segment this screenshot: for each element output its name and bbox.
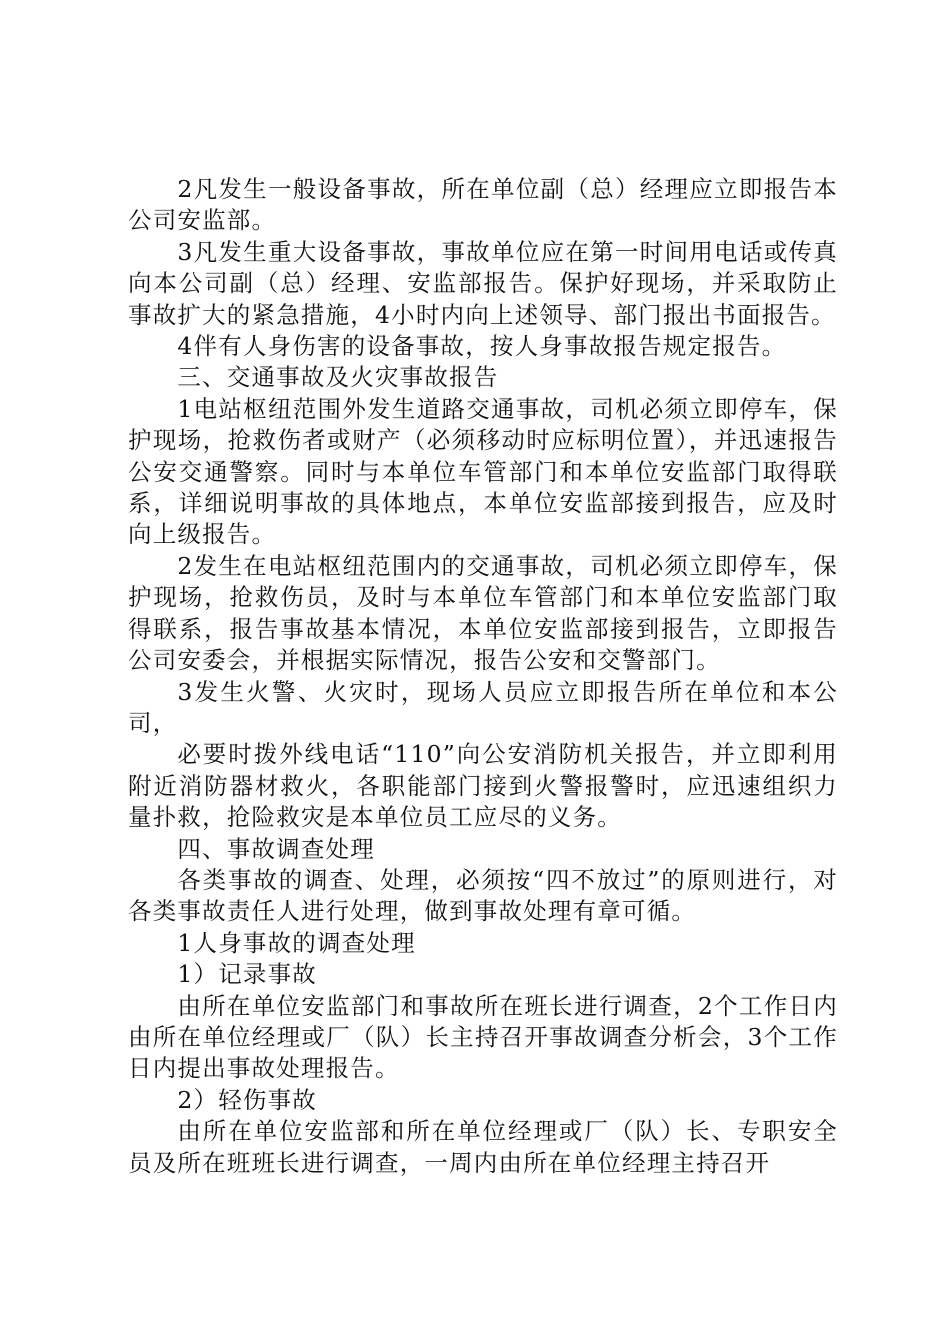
paragraph-fire-report: 3发生火警、火灾时，现场人员应立即报告所在单位和本公司， (128, 677, 838, 737)
paragraph-equipment-accident-major: 3凡发生重大设备事故，事故单位应在第一时间用电话或传真向本公司副（总）经理、安监部报告。保护好现场，并采取防止事故扩大的紧急措施，4小时内向上述领导、部门报出书面报告。 (128, 237, 838, 329)
paragraph-fire-110: 必要时拨外线电话“110”向公安消防机关报告，并立即利用附近消防器材救火，各职能部门接到火警报警时，应迅速组织力量扑救，抢险救灾是本单位员工应尽的义务。 (128, 740, 838, 832)
paragraph-traffic-outside: 1电站枢纽范围外发生道路交通事故，司机必须立即停车，保护现场，抢救伤者或财产（必须移动时应标明位置），并迅速报告公安交通警察。同时与本单位车管部门和本单位安监部门取得联系，详细说明事故的具体地点，本单位安监部接到报告，应及时向上级报告。 (128, 394, 838, 549)
subheading-personal-accident: 1人身事故的调查处理 (177, 928, 416, 957)
paragraph-equipment-accident-injury: 4伴有人身伤害的设备事故，按人身事故报告规定报告。 (177, 332, 787, 361)
section-heading-traffic-fire: 三、交通事故及火灾事故报告 (177, 363, 499, 392)
subheading-record-accident: 1）记录事故 (177, 960, 317, 989)
document-body (128, 174, 838, 1179)
paragraph-traffic-inside: 2发生在电站枢纽范围内的交通事故，司机必须立即停车，保护现场，抢救伤员，及时与本单位车管部门和本单位安监部门取得联系，报告事故基本情况，本单位安监部接到报告，立即报告公司安委会，并根据实际情况，报告公安和交警部门。 (128, 551, 838, 675)
paragraph-four-principles: 各类事故的调查、处理，必须按“四不放过”的原则进行，对各类事故责任人进行处理，做到事故处理有章可循。 (128, 865, 838, 926)
subheading-minor-injury: 2）轻伤事故 (177, 1085, 317, 1114)
paragraph-record-accident: 由所在单位安监部门和事故所在班长进行调查，2个工作日内由所在单位经理或厂（队）长主持召开事故调查分析会，3个工作日内提出事故处理报告。 (128, 991, 838, 1083)
section-heading-investigation: 四、事故调查处理 (177, 834, 375, 863)
paragraph-minor-injury: 由所在单位安监部和所在单位经理或厂（队）长、专职安全员及所在班班长进行调查，一周内由所在单位经理主持召开 (128, 1117, 838, 1177)
paragraph-equipment-accident-general: 2凡发生一般设备事故，所在单位副（总）经理应立即报告本公司安监部。 (128, 175, 838, 235)
